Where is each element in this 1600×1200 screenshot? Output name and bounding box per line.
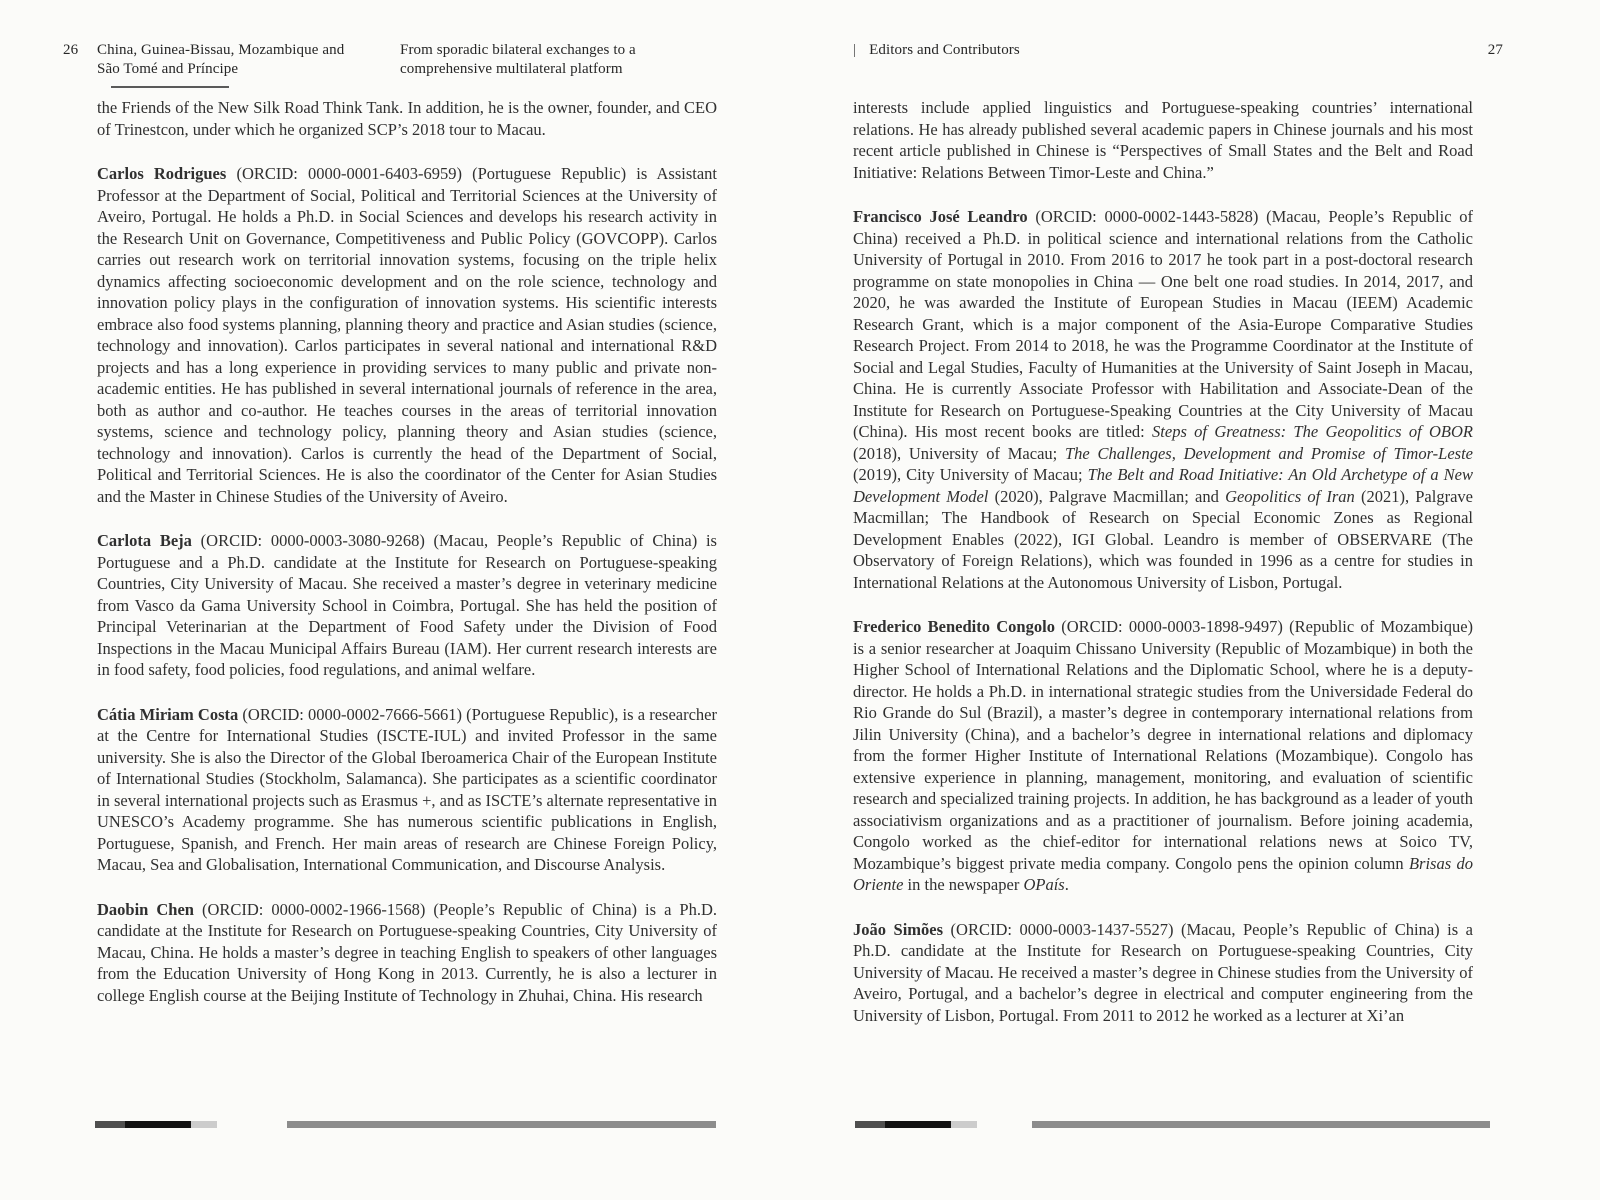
footer-segment-bar [855, 1121, 977, 1128]
contributor-name: Carlota Beja [97, 531, 192, 550]
paragraph [853, 616, 1473, 896]
left-page-text [97, 97, 717, 1006]
work-title: Geopolitics of Iran [1225, 486, 1355, 506]
header-rule [111, 86, 229, 88]
footer-bar-black [885, 1121, 951, 1128]
paragraph [97, 97, 717, 140]
footer-segment-bar [95, 1121, 217, 1128]
footer-bar-light [951, 1121, 977, 1128]
work-title: Brisas do Oriente [853, 853, 1473, 894]
text-run: (ORCID: 0000-0002-1966-1568) (People’s Republic of China) is a Ph.D. candidate at the Institute for Research on Portuguese-speaking Countries, City University of Macau, China. He holds a master’s degree in teaching English to speakers of other languages from the Education University of Hong Kong in 2013. Currently, he is also a lecturer in college English course at the Beijing Institute of Technology in Zhuhai, China. His research [97, 899, 717, 1005]
text-run: interests include applied linguistics and Portuguese-speaking countries’ international relations. He has already published several academic papers in Chinese journals and his most recent article published in Chinese is “Perspectives of Small States and the Belt and Road Initiative: Relations Between Timor-Leste and China.” [853, 98, 1473, 182]
footer-bar-light [191, 1121, 217, 1128]
paragraph [97, 530, 717, 681]
footer-long-bar [1032, 1121, 1490, 1128]
work-title: OPaís [1023, 875, 1065, 894]
paragraph [853, 97, 1473, 183]
contributor-name: Daobin Chen [97, 899, 194, 919]
right-page-text [853, 97, 1473, 1026]
text-run: (2019), City University of Macau; [853, 465, 1088, 484]
text-run: (ORCID: 0000-0001-6403-6959) (Portuguese Republic) is Assistant Professor at the Department of Social, Political and Territorial Sciences at the University of Aveiro, Portugal. He holds a Ph.D. in Social Sciences and develops his research activity in the Research Unit on Governance, Competitiveness and Public Policy (GOVCOPP). Carlos carries out research work on territorial innovation systems, focusing on the triple helix dynamics affecting socioeconomic development and on the role science, technology and innovation policy plays in the configuration of innovation systems. His scientific interests embrace also food systems planning, planning theory and practice and Asian studies (science, technology and innovation). Carlos participates in several national and international R&D projects and has a long experience in providing services to many public and private non-academic entities. He has published in several international journals of reference in the area, both as author and co-author. He teaches courses in the areas of territorial innovation systems, science and technology policy, planning theory and Asian studies (science, technology and innovation). Carlos is currently the head of the Department of Social, Political and Territorial Sciences. He is also the coordinator of the Center for Asian Studies and the Master in Chinese Studies of the University of Aveiro. [97, 164, 717, 506]
text-run: (2021), Palgrave Macmillan; The Handbook of Research on Special Economic Zones as Regional Development Enables (2022), IGI Global. Leandro is member of OBSERVARE (The Observatory of Foreign Relations), which was founded in 1996 as a centre for studies in International Relations at the Autonomous University of Lisbon, Portugal. [853, 486, 1473, 592]
contributor-name: Francisco José Leandro [853, 207, 1028, 226]
page-number: 27 [1487, 42, 1503, 58]
work-title: Steps of Greatness: The Geopolitics of OBOR [1152, 422, 1473, 441]
footer-bar-black [125, 1121, 191, 1128]
chapter-title [400, 41, 636, 79]
running-title-line1: China, Guinea-Bissau, Mozambique and [97, 42, 345, 58]
text-run: (2018), University of Macau; [853, 443, 1065, 463]
footer-bar-dark [95, 1121, 125, 1128]
running-header [853, 41, 1020, 60]
text-run: (ORCID: 0000-0002-1443-5828) (Macau, People’s Republic of China) received a Ph.D. in political science and international relations from the Catholic University of Portugal in 2010. From 2016 to 2017 he took part in a post-doctoral research programme on state monopolies in China — One belt one road studies. In 2014, 2017, and 2020, he was awarded the Institute of European Studies in Macau (IEEM) Academic Research Grant, which is a major component of the Asia-Europe Comparative Studies Research Project. From 2014 to 2018, he was the Programme Coordinator at the Institute of Social and Legal Studies, Faculty of Humanities at the University of Saint Joseph in Macau, China. He is currently Associate Professor with Habilitation and Associate-Dean of the Institute for Research on Portuguese-Speaking Countries at the City University of Macau (China). His most recent books are titled: [853, 207, 1473, 441]
text-run: (ORCID: 0000-0003-1437-5527) (Macau, People’s Republic of China) is a Ph.D. candidate at the Institute for Research on Portuguese-speaking Countries, City University of Macau. He received a master’s degree in Chinese studies from the University of Aveiro, Portugal, and a bachelor’s degree in electrical and computer engineering from the University of Lisbon, Portugal. From 2011 to 2012 he worked as a lecturer at Xi’an [853, 919, 1473, 1025]
running-title-line2: São Tomé and Príncipe [97, 61, 239, 77]
text-run: (2020), Palgrave Macmillan; and [988, 486, 1226, 506]
work-title: The Belt and Road Initiative: An Old Archetype of a New Development Model [853, 465, 1474, 506]
paragraph [97, 704, 717, 876]
text-run: the Friends of the New Silk Road Think Tank. In addition, he is the owner, founder, and CEO of Trinestcon, under which he organized SCP’s 2018 tour to Macau. [97, 98, 717, 139]
right-page [800, 0, 1600, 1200]
section-title: Editors and Contributors [869, 42, 1020, 58]
footer-long-bar [287, 1121, 716, 1128]
page-number: 26 [63, 42, 79, 58]
contributor-name: Frederico Benedito Congolo [853, 617, 1055, 636]
paragraph [97, 163, 717, 507]
footer-bar-dark [855, 1121, 885, 1128]
contributor-name: Carlos Rodrigues [97, 164, 227, 183]
text-run: (ORCID: 0000-0003-1898-9497) (Republic of Mozambique) is a senior researcher at Joaquim Chissano University (Republic of Mozambique) in both the Higher School of International Relations and the Diplomatic School, where he is a deputy-director. He holds a Ph.D. in international strategic studies from the Universidade Federal do Rio Grande do Sul (Brazil), a master’s degree in contemporary international relations from Jilin University (China), and a bachelor’s degree in international relations and diplomacy from the former Higher Institute of International Relations (Mozambique). Congolo has extensive experience in planning, management, monitoring, and evaluation of scientific research and specialized training projects. In addition, he has background as a leader of youth associativism organizations and as a practitioner of journalism. Before joining academia, Congolo worked as the chief-editor for international relations news at Soico TV, Mozambique’s biggest private media company. Congolo pens the opinion column [853, 617, 1474, 873]
text-run: . [1064, 875, 1069, 894]
text-run: (ORCID: 0000-0002-7666-5661) (Portuguese Republic), is a researcher at the Centre for International Studies (ISCTE-IUL) and invited Professor in the same university. She is also the Director of the Global Iberoamerica Chair of the European Institute of International Studies (Stockholm, Salamanca). She participates as a scientific coordinator in several international projects such as Erasmus +, and as ISCTE’s alternate representative in UNESCO’s Academy programme. She has numerous scientific publications in English, Portuguese, Spanish, and French. Her main areas of research are Chinese Foreign Policy, Macau, Sea and Globalisation, International Communication, and Discourse Analysis. [97, 704, 717, 874]
running-title [97, 41, 359, 98]
header-separator-mark: | [853, 42, 857, 58]
work-title: The Challenges, Development and Promise of Timor-Leste [1064, 443, 1473, 463]
chapter-title-line1: From sporadic bilateral exchanges to a [400, 42, 636, 58]
paragraph [853, 919, 1473, 1027]
paragraph [97, 899, 717, 1007]
chapter-title-line2: comprehensive multilateral platform [400, 61, 623, 77]
contributor-name: João Simões [853, 919, 944, 939]
contributor-name: Cátia Miriam Costa [97, 704, 239, 724]
running-title-line2-wrap [97, 60, 359, 98]
paragraph [853, 206, 1473, 593]
text-run: (ORCID: 0000-0003-3080-9268) (Macau, People’s Republic of China) is Portuguese and a Ph.D. candidate at the Institute for Research on Portuguese-speaking Countries, City University of Macau. She received a master’s degree in veterinary medicine from Vasco da Gama University School in Coimbra, Portugal. She has held the position of Principal Veterinarian at the Department of Food Safety under the Division of Food Inspections in the Macau Municipal Affairs Bureau (IAM). Her current research interests are in food safety, food policies, food regulations, and animal welfare. [97, 531, 717, 679]
text-run: in the newspaper [903, 875, 1024, 894]
